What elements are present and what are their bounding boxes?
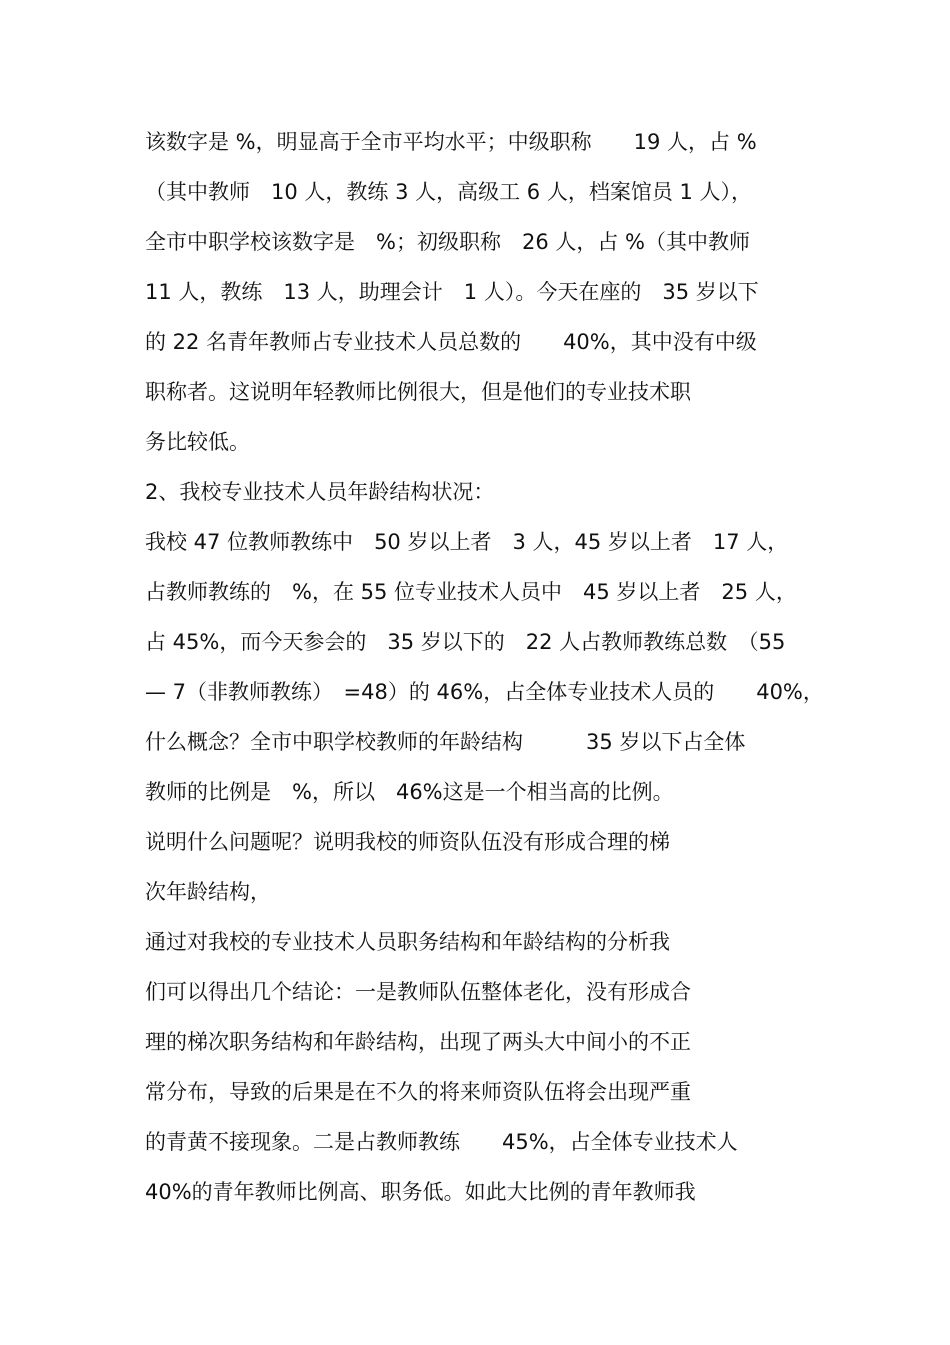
text-line: 什么概念？全市中职学校教师的年龄结构 35 岁以下占全体 — [145, 730, 746, 754]
text-line: 全市中职学校该数字是 %；初级职称 26 人，占 %（其中教师 — [145, 230, 750, 254]
text-line: 占 45%，而今天参会的 35 岁以下的 22 人占教师教练总数 （55 — [145, 630, 786, 654]
text-line: 务比较低。 — [145, 430, 250, 454]
text-line: 的 22 名青年教师占专业技术人员总数的 40%，其中没有中级 — [145, 330, 757, 354]
text-line: 11 人，教练 13 人，助理会计 1 人）。今天在座的 35 岁以下 — [145, 280, 759, 304]
text-line: 常分布，导致的后果是在不久的将来师资队伍将会出现严重 — [145, 1080, 691, 1104]
text-line: 职称者。这说明年轻教师比例很大，但是他们的专业技术职 — [145, 380, 691, 404]
text-line: 理的梯次职务结构和年龄结构，出现了两头大中间小的不正 — [145, 1030, 691, 1054]
section-heading: 2、我校专业技术人员年龄结构状况： — [145, 480, 495, 504]
text-line: 40%的青年教师比例高、职务低。如此大比例的青年教师我 — [145, 1180, 696, 1204]
text-line: 占教师教练的 %，在 55 位专业技术人员中 45 岁以上者 25 人， — [145, 580, 797, 604]
text-line: — 7（非教师教练） =48）的 46%，占全体专业技术人员的 40%， — [145, 680, 824, 704]
text-line: 们可以得出几个结论：一是教师队伍整体老化，没有形成合 — [145, 980, 691, 1004]
text-line: 教师的比例是 %，所以 46%这是一个相当高的比例。 — [145, 780, 674, 804]
text-line: 次年龄结构， — [145, 880, 271, 904]
text-line: 我校 47 位教师教练中 50 岁以上者 3 人，45 岁以上者 17 人， — [145, 530, 789, 554]
text-line: （其中教师 10 人，教练 3 人，高级工 6 人，档案馆员 1 人）， — [145, 180, 753, 204]
text-line: 通过对我校的专业技术人员职务结构和年龄结构的分析我 — [145, 930, 670, 954]
text-line: 的青黄不接现象。二是占教师教练 45%，占全体专业技术人 — [145, 1130, 738, 1154]
text-line: 说明什么问题呢？说明我校的师资队伍没有形成合理的梯 — [145, 830, 670, 854]
text-line: 该数字是 %，明显高于全市平均水平；中级职称 19 人，占 % — [145, 130, 757, 154]
